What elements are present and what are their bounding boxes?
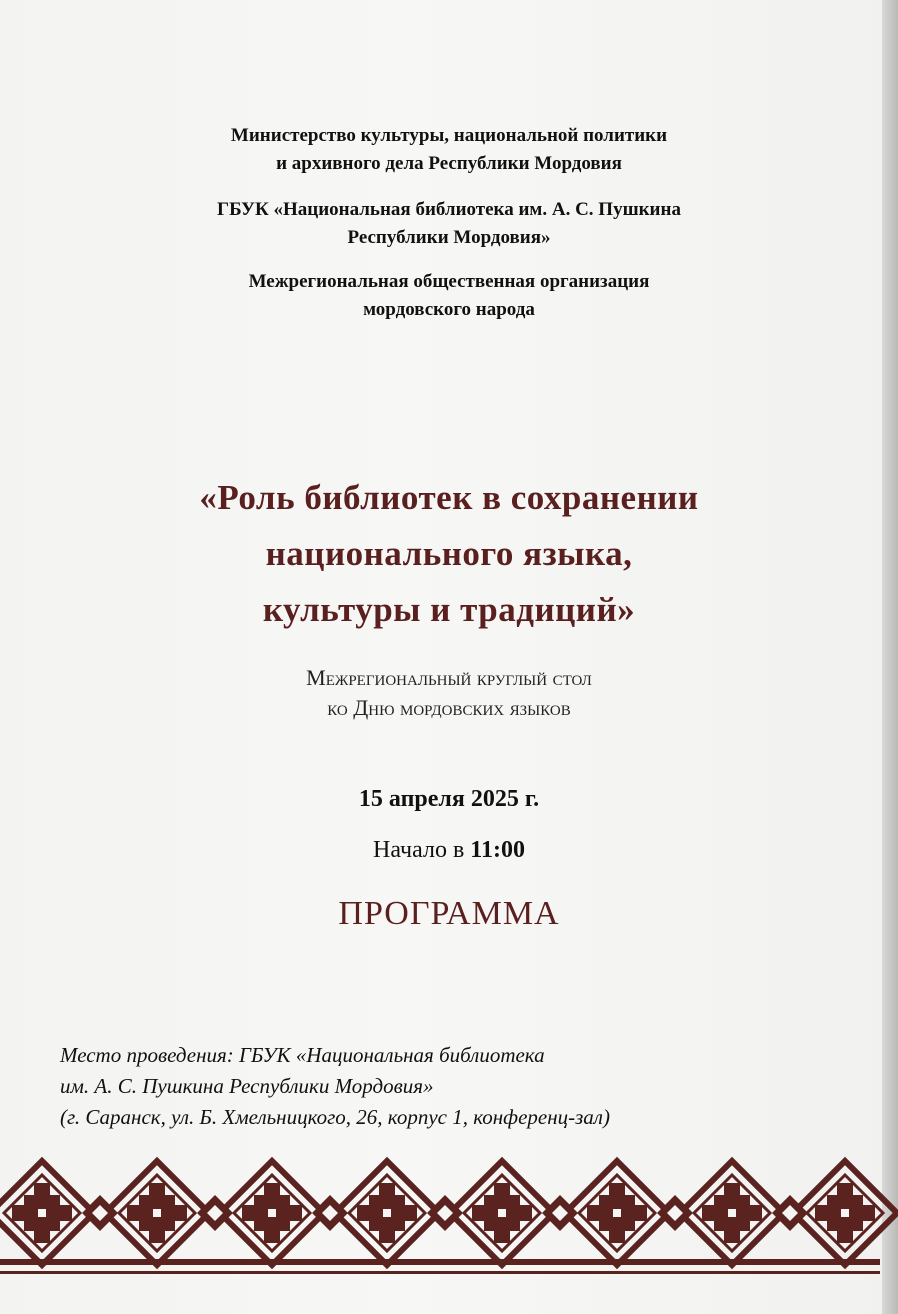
event-subtitle-line1: Межрегиональный круглый стол — [306, 665, 592, 690]
event-title-line1: «Роль библиотек в сохранении — [199, 478, 699, 517]
event-start-time — [0, 837, 898, 864]
org-ministry-line2: и архивного дела Республики Мордовия — [276, 153, 622, 174]
event-title-line3: культуры и традиций» — [262, 590, 636, 629]
venue-label: Место проведения — [60, 1043, 227, 1067]
org-ministry-line1: Министерство культуры, национальной политики — [230, 125, 668, 146]
program-heading: ПРОГРАММА — [338, 895, 560, 932]
org-public-line1: Межрегиональная общественная организация — [248, 271, 650, 292]
event-title-line2: национального языка, — [265, 534, 633, 573]
venue-block — [60, 1040, 860, 1133]
venue-line1 — [60, 1040, 860, 1071]
org-public-line2: мордовского народа — [363, 299, 535, 320]
org-library-line1: ГБУК «Национальная библиотека им. А. С. Пушкина — [217, 199, 681, 220]
venue-line1-rest: : ГБУК «Национальная библиотека — [226, 1043, 545, 1067]
org-ministry — [0, 122, 898, 178]
start-time: 11:00 — [470, 837, 525, 863]
event-subtitle — [0, 663, 898, 723]
start-prefix: Начало в — [373, 837, 465, 863]
venue-line2: им. А. С. Пушкина Республики Мордовия» — [60, 1074, 434, 1098]
event-subtitle-line2: ко Дню мордовских языков — [327, 695, 571, 720]
mordovian-ornament-border — [0, 1155, 898, 1285]
org-public — [0, 268, 898, 324]
org-library — [0, 196, 898, 252]
org-library-line2: Республики Мордовия» — [347, 227, 551, 248]
event-title — [0, 470, 898, 638]
venue-line3: (г. Саранск, ул. Б. Хмельницкого, 26, корпус 1, конференц-зал) — [60, 1105, 610, 1129]
event-date: 15 апреля 2025 г. — [358, 786, 540, 812]
